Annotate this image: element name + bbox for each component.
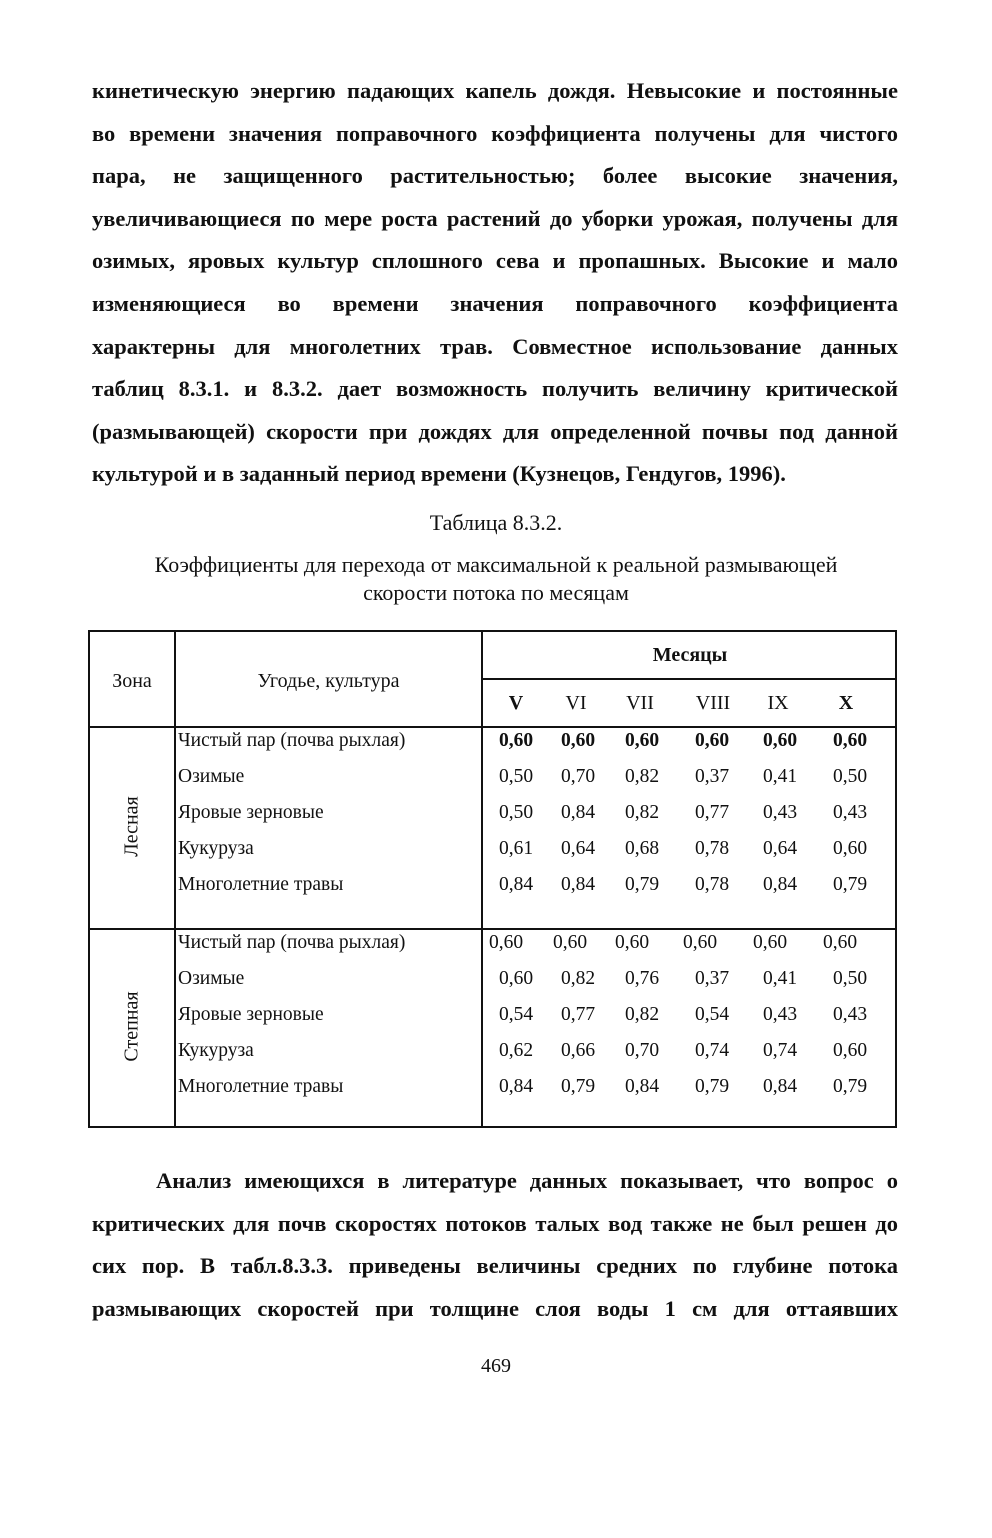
table-cell: 0,50	[498, 802, 534, 823]
crop-name: Чистый пар (почва рыхлая)	[178, 730, 406, 751]
text-line: изменяющиеся во времени значения поправочного коэффициента	[92, 290, 898, 316]
table-divider	[481, 678, 895, 680]
table-cell: 0,79	[832, 874, 868, 895]
table-cell: 0,70	[560, 766, 596, 787]
table-cell: 0,84	[762, 874, 798, 895]
table-title: Коэффициенты для перехода от максимальной к реальной размывающей	[154, 552, 838, 577]
table-cell: 0,60	[682, 932, 718, 953]
text-line: характерны для многолетних трав. Совместное использование данных	[92, 333, 898, 359]
table-cell: 0,74	[694, 1040, 730, 1061]
text-line: таблиц 8.3.1. и 8.3.2. дает возможность получить величину критической	[92, 376, 898, 402]
table-cell: 0,43	[762, 802, 798, 823]
table-cell: 0,68	[624, 838, 660, 859]
month-label: X	[838, 692, 854, 714]
table-cell: 0,82	[624, 766, 660, 787]
table-cell: 0,60	[694, 730, 730, 751]
text-line: во времени значения поправочного коэффициента получены для чистого	[92, 120, 898, 146]
table-cell: 0,79	[832, 1076, 868, 1097]
table-cell: 0,54	[498, 1004, 534, 1025]
table-number: Таблица 8.3.2.	[429, 510, 563, 535]
table-cell: 0,82	[560, 968, 596, 989]
crop-name: Кукуруза	[178, 1040, 254, 1061]
table-cell: 0,60	[552, 932, 588, 953]
table-cell: 0,60	[752, 932, 788, 953]
crop-name: Многолетние травы	[178, 1076, 344, 1097]
table-cell: 0,74	[762, 1040, 798, 1061]
month-label: VII	[626, 692, 654, 714]
header-months: Месяцы	[652, 644, 728, 666]
crop-name: Яровые зерновые	[178, 1004, 324, 1025]
table-cell: 0,60	[762, 730, 798, 751]
table-cell: 0,76	[624, 968, 660, 989]
crop-name: Чистый пар (почва рыхлая)	[178, 932, 406, 953]
crop-name: Многолетние травы	[178, 874, 344, 895]
table-cell: 0,77	[560, 1004, 596, 1025]
table-cell: 0,60	[614, 932, 650, 953]
table-cell: 0,50	[832, 968, 868, 989]
table-cell: 0,77	[694, 802, 730, 823]
table-cell: 0,37	[694, 968, 730, 989]
table-cell: 0,79	[624, 874, 660, 895]
table-cell: 0,84	[498, 874, 534, 895]
crop-name: Кукуруза	[178, 838, 254, 859]
crop-name: Озимые	[178, 766, 245, 787]
table-cell: 0,78	[694, 838, 730, 859]
zone-label-forest: Лесная	[120, 796, 143, 857]
month-label: V	[508, 692, 524, 714]
table-cell: 0,61	[498, 838, 534, 859]
table-cell: 0,64	[762, 838, 798, 859]
zone-label-steppe: Степная	[120, 991, 143, 1062]
table-cell: 0,60	[832, 838, 868, 859]
text-line: (размывающей) скорости при дождях для определенной почвы под данной	[92, 418, 898, 444]
table-cell: 0,70	[624, 1040, 660, 1061]
table-cell: 0,82	[624, 1004, 660, 1025]
header-crop: Угодье, культура	[257, 670, 400, 692]
table-cell: 0,54	[694, 1004, 730, 1025]
text-line: кинетическую энергию падающих капель дождя. Невысокие и постоянные	[92, 78, 898, 103]
table-cell: 0,84	[498, 1076, 534, 1097]
table-cell: 0,84	[560, 802, 596, 823]
crop-name: Яровые зерновые	[178, 802, 324, 823]
intro-paragraph	[92, 70, 898, 496]
table-cell: 0,41	[762, 968, 798, 989]
table-cell: 0,60	[832, 1040, 868, 1061]
text-line: критических для почв скоростях потоков талых вод также не был решен до	[92, 1210, 898, 1236]
table-divider	[174, 632, 176, 1126]
table-cell: 0,78	[694, 874, 730, 895]
table-cell: 0,37	[694, 766, 730, 787]
table-cell: 0,66	[560, 1040, 596, 1061]
table-cell: 0,50	[832, 766, 868, 787]
table-cell: 0,84	[762, 1076, 798, 1097]
table-cell: 0,60	[488, 932, 524, 953]
text-line: культурой и в заданный период времени (Кузнецов, Гендугов, 1996).	[92, 461, 786, 487]
month-label: IX	[767, 692, 789, 714]
table-title-continued: скорости потока по месяцам	[363, 580, 629, 605]
table-cell: 0,60	[560, 730, 596, 751]
table-cell: 0,43	[762, 1004, 798, 1025]
table-divider	[90, 928, 895, 930]
header-zone: Зона	[112, 670, 152, 692]
table-cell: 0,60	[498, 968, 534, 989]
table-cell: 0,84	[624, 1076, 660, 1097]
text-line: размывающих скоростей при толщине слоя воды 1 см для оттаявших	[92, 1295, 898, 1321]
table-cell: 0,43	[832, 802, 868, 823]
month-label: VI	[565, 692, 587, 714]
table-cell: 0,43	[832, 1004, 868, 1025]
table-cell: 0,64	[560, 838, 596, 859]
text-line: увеличивающиеся по мере роста растений до уборки урожая, получены для	[92, 205, 898, 231]
table-cell: 0,60	[832, 730, 868, 751]
table-cell: 0,79	[694, 1076, 730, 1097]
table-cell: 0,82	[624, 802, 660, 823]
coefficients-table	[88, 630, 897, 1128]
table-cell: 0,84	[560, 874, 596, 895]
text-line: пара, не защищенного растительностью; более высокие значения,	[92, 163, 898, 189]
table-cell: 0,79	[560, 1076, 596, 1097]
table-cell: 0,60	[822, 932, 858, 953]
table-divider	[90, 726, 895, 728]
table-cell: 0,62	[498, 1040, 534, 1061]
crop-name: Озимые	[178, 968, 245, 989]
table-cell: 0,60	[624, 730, 660, 751]
text-line: озимых, яровых культур сплошного сева и пропашных. Высокие и мало	[92, 248, 898, 274]
table-cell: 0,60	[498, 730, 534, 751]
analysis-paragraph	[92, 1160, 898, 1330]
text-line: Анализ имеющихся в литературе данных показывает, что вопрос о	[156, 1168, 898, 1193]
page-number: 469	[481, 1355, 511, 1377]
table-cell: 0,41	[762, 766, 798, 787]
table-divider	[481, 632, 483, 1126]
text-line: сих пор. В табл.8.3.3. приведены величины средних по глубине потока	[92, 1253, 898, 1279]
table-cell: 0,50	[498, 766, 534, 787]
month-label: VIII	[695, 692, 731, 714]
